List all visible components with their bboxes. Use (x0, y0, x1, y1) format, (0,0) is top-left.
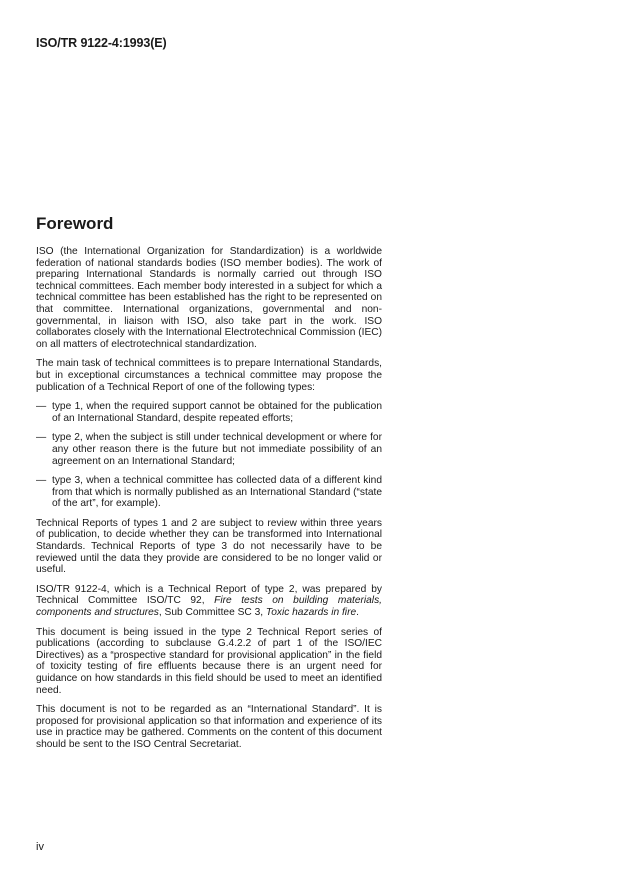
list-item-type-2 (36, 432, 382, 467)
page-number: iv (36, 841, 44, 853)
dash-bullet: — (36, 432, 47, 444)
list-item-type-3 (36, 475, 382, 510)
committee-title: Fire tests on building materials, components and structures (36, 595, 382, 619)
sentence-end: . (356, 607, 359, 619)
subcommittee-text: , Sub Committee SC 3, (158, 607, 266, 619)
paragraph-not-standard: This document is not to be regarded as an “International Standard”. It is proposed for provisional application so that information and experience of its use in practice may be gathered. Comments on the content of this document should be sent to the ISO Central Secretariat. (36, 704, 382, 750)
paragraph-iso-intro: ISO (the International Organization for Standardization) is a worldwide federation of national standards bodies (ISO member bodies). The work of preparing International Standards is normally carried out through ISO technical committees. Each member body interested in a subject for which a technical committee has been established has the right to be represented on that committee. International organizations, governmental and non-governmental, in liaison with ISO, also take part in the work. ISO collaborates closely with the International Electrotechnical Commission (IEC) on all matters of electrotechnical standardization. (36, 246, 382, 350)
list-item-type-1 (36, 401, 382, 424)
paragraph-issued: This document is being issued in the type 2 Technical Report series of publications (according to subclause G.4.2.2 of part 1 of the ISO/IEC Directives) as a “prospective standard for provisional application” in the field of toxicity testing of fire effluents because there is an urgent need for guidance on how standards in this field should be used to meet an identified need. (36, 626, 382, 696)
dash-bullet: — (36, 475, 47, 487)
foreword-body (36, 246, 382, 759)
list-item-text: type 3, when a technical committee has collected data of a different kind from that which is normally published as an International Standard (“state of the art”, for example). (52, 475, 382, 510)
document-id-header: ISO/TR 9122-4:1993(E) (36, 36, 167, 50)
list-item-text: type 1, when the required support cannot be obtained for the publication of an International Standard, despite repeated efforts; (52, 401, 382, 424)
paragraph-review: Technical Reports of types 1 and 2 are subject to review within three years of publication, to decide whether they can be transformed into International Standards. Technical Reports of type 3 do not necessarily have to be reviewed until the data they provide are considered to be no longer valid or useful. (36, 517, 382, 576)
subcommittee-title: Toxic hazards in fire (265, 607, 357, 619)
paragraph-main-task: The main task of technical committees is to prepare International Standards, but in exceptional circumstances a technical committee may propose the publication of a Technical Report of one of the following types: (36, 358, 382, 393)
list-item-text: type 2, when the subject is still under technical development or where for any other reason there is the future but not immediate possibility of an agreement on an International Standard; (52, 432, 382, 467)
paragraph-prepared-by (36, 584, 382, 619)
page-title: Foreword (36, 214, 114, 233)
prepared-by-text: ISO/TR 9122-4, which is a Technical Report of type 2, was prepared by Technical Committee ISO/TC 92, (36, 583, 382, 607)
dash-bullet: — (36, 401, 47, 413)
